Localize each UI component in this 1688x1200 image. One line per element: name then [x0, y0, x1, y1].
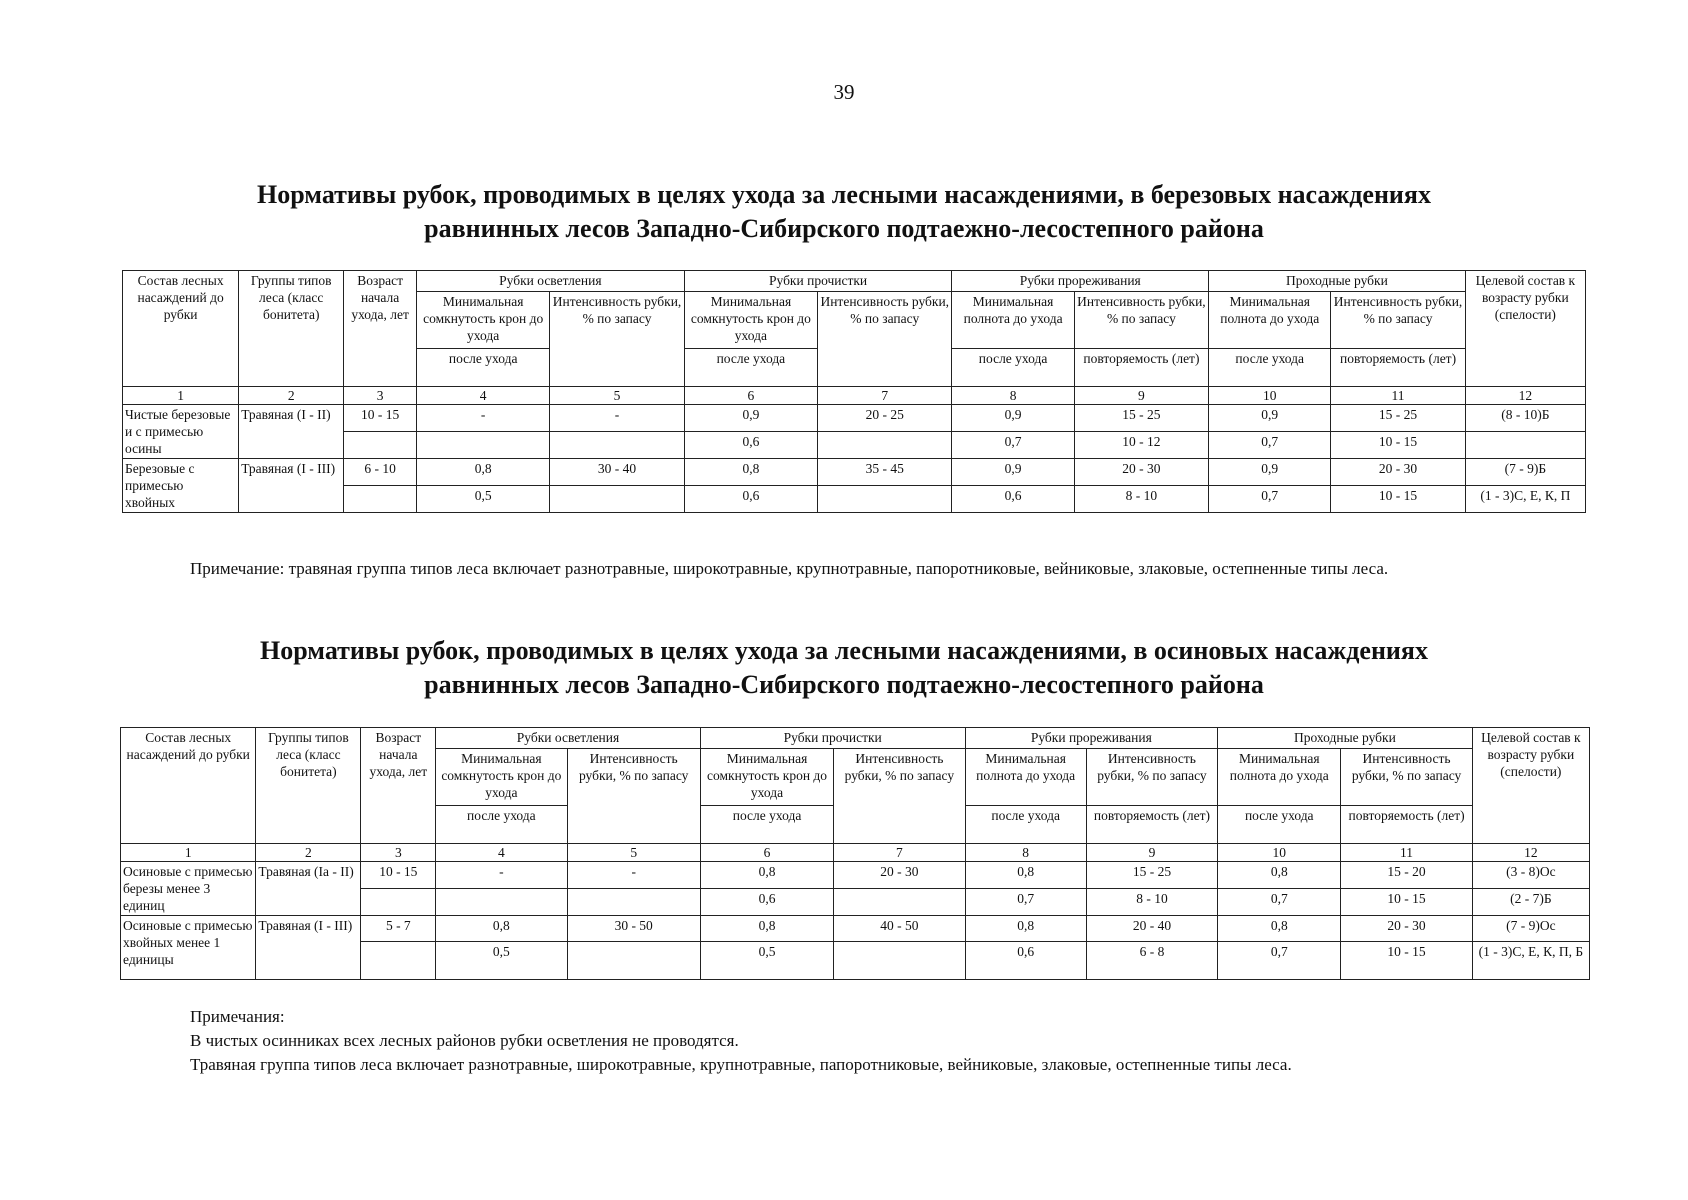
header-repeat: повторяемость (лет)	[1341, 806, 1472, 844]
cell-clearing-crown: -	[436, 862, 567, 889]
header-after: после ухода	[1218, 806, 1341, 844]
cell-target: (7 - 9)Б	[1465, 459, 1585, 486]
header-cleaning: Рубки прочистки	[684, 271, 952, 292]
cell-cleaning-crown: 0,8	[684, 459, 817, 486]
birch-norms-table	[122, 270, 1586, 513]
cell-clearing-intensity: 30 - 50	[567, 916, 700, 942]
row-forest-group: Травяная (Iа - II)	[256, 862, 361, 916]
cell-clearing-intensity: -	[567, 862, 700, 889]
header-intensity: Интенсивность рубки, % по запасу	[818, 292, 952, 387]
header-forest-group: Группы типов леса (класс бонитета)	[239, 271, 344, 387]
cell-thinning-intensity: 8 - 10	[1074, 486, 1208, 513]
row-composition: Березовые с примесью хвойных	[123, 459, 239, 513]
cell-clearing-intensity: 30 - 40	[550, 459, 684, 486]
header-target: Целевой состав к возрасту рубки (спелости)	[1465, 271, 1585, 387]
col-number: 1	[123, 387, 239, 405]
cell-passage-intensity: 10 - 15	[1341, 889, 1472, 916]
cell-start-age: 6 - 10	[344, 459, 417, 486]
title-line: Нормативы рубок, проводимых в целях ухода за лесными насаждениями, в осиновых насаждениях	[260, 636, 1428, 665]
cell-clearing-intensity	[550, 486, 684, 513]
cell-thinning-intensity: 20 - 30	[1074, 459, 1208, 486]
notes-aspen	[190, 1005, 1590, 1077]
section-title-birch	[0, 178, 1688, 246]
col-number: 4	[436, 844, 567, 862]
col-number: 2	[256, 844, 361, 862]
cell-clearing-crown: 0,8	[416, 459, 549, 486]
header-intensity: Интенсивность рубки, % по запасу	[1331, 292, 1465, 349]
cell-passage-intensity: 10 - 15	[1331, 486, 1465, 513]
cell-clearing-crown: 0,5	[416, 486, 549, 513]
cell-thinning-intensity: 8 - 10	[1086, 889, 1217, 916]
header-clearing: Рубки осветления	[436, 728, 701, 749]
title-line: равнинных лесов Западно-Сибирского подтаежно-лесостепного района	[424, 670, 1264, 699]
cell-thinning-density: 0,6	[952, 486, 1074, 513]
cell-cleaning-crown: 0,5	[700, 942, 833, 980]
col-number: 11	[1331, 387, 1465, 405]
col-number: 8	[965, 844, 1086, 862]
header-intensity: Интенсивность рубки, % по запасу	[834, 749, 965, 844]
col-number: 3	[344, 387, 417, 405]
cell-thinning-intensity: 6 - 8	[1086, 942, 1217, 980]
cell-clearing-crown: 0,8	[436, 916, 567, 942]
cell-thinning-density: 0,7	[965, 889, 1086, 916]
col-number: 5	[567, 844, 700, 862]
header-min-density: Минимальная полнота до ухода	[965, 749, 1086, 806]
cell-start-age: 10 - 15	[361, 862, 436, 889]
cell-clearing-intensity: -	[550, 405, 684, 432]
cell-cleaning-crown: 0,9	[684, 405, 817, 432]
cell-cleaning-intensity	[818, 486, 952, 513]
header-min-crown: Минимальная сомкнутость крон до ухода	[700, 749, 833, 806]
cell-clearing-crown	[436, 889, 567, 916]
header-target: Целевой состав к возрасту рубки (спелости)	[1472, 728, 1589, 844]
cell-start-age: 5 - 7	[361, 916, 436, 942]
cell-start-age	[361, 942, 436, 980]
note-birch: Примечание: травяная группа типов леса включает разнотравные, широкотравные, крупнотравные, папоротниковые, вейниковые, злаковые, остепненные типы леса.	[190, 559, 1389, 578]
header-after: после ухода	[684, 349, 817, 387]
cell-start-age	[344, 432, 417, 459]
section-title-aspen	[0, 634, 1688, 702]
page-number: 39	[833, 80, 855, 104]
cell-clearing-crown: 0,5	[436, 942, 567, 980]
cell-passage-intensity: 15 - 25	[1331, 405, 1465, 432]
row-forest-group: Травяная (I - II)	[239, 405, 344, 459]
header-after: после ухода	[436, 806, 567, 844]
cell-thinning-intensity: 15 - 25	[1074, 405, 1208, 432]
col-number: 9	[1086, 844, 1217, 862]
header-intensity: Интенсивность рубки, % по запасу	[1341, 749, 1472, 806]
cell-target	[1465, 432, 1585, 459]
cell-cleaning-intensity	[834, 942, 965, 980]
cell-thinning-intensity: 15 - 25	[1086, 862, 1217, 889]
header-min-crown: Минимальная сомкнутость крон до ухода	[436, 749, 567, 806]
col-number: 10	[1209, 387, 1331, 405]
row-forest-group: Травяная (I - III)	[256, 916, 361, 980]
header-min-crown: Минимальная сомкнутость крон до ухода	[684, 292, 817, 349]
header-min-density: Минимальная полнота до ухода	[952, 292, 1074, 349]
col-number: 6	[684, 387, 817, 405]
cell-start-age: 10 - 15	[344, 405, 417, 432]
cell-clearing-intensity	[567, 942, 700, 980]
col-number: 4	[416, 387, 549, 405]
cell-thinning-density: 0,6	[965, 942, 1086, 980]
cell-clearing-crown: -	[416, 405, 549, 432]
header-thinning: Рубки прореживания	[952, 271, 1209, 292]
header-repeat: повторяемость (лет)	[1086, 806, 1217, 844]
header-clearing: Рубки осветления	[416, 271, 684, 292]
note-line: В чистых осинниках всех лесных районов рубки осветления не проводятся.	[190, 1031, 739, 1050]
cell-start-age	[361, 889, 436, 916]
cell-passage-intensity: 10 - 15	[1331, 432, 1465, 459]
cell-target: (7 - 9)Ос	[1472, 916, 1589, 942]
cell-passage-density: 0,7	[1209, 486, 1331, 513]
col-number: 11	[1341, 844, 1472, 862]
cell-thinning-density: 0,8	[965, 862, 1086, 889]
row-forest-group: Травяная (I - III)	[239, 459, 344, 513]
cell-passage-density: 0,9	[1209, 459, 1331, 486]
cell-passage-density: 0,8	[1218, 916, 1341, 942]
col-number: 2	[239, 387, 344, 405]
cell-cleaning-crown: 0,8	[700, 862, 833, 889]
cell-cleaning-intensity	[818, 432, 952, 459]
cell-start-age	[344, 486, 417, 513]
col-number: 6	[700, 844, 833, 862]
cell-clearing-intensity	[550, 432, 684, 459]
row-composition: Осиновые с примесью хвойных менее 1 единицы	[121, 916, 256, 980]
header-after: после ухода	[416, 349, 549, 387]
cell-cleaning-intensity: 35 - 45	[818, 459, 952, 486]
header-intensity: Интенсивность рубки, % по запасу	[567, 749, 700, 844]
header-min-crown: Минимальная сомкнутость крон до ухода	[416, 292, 549, 349]
header-min-density: Минимальная полнота до ухода	[1218, 749, 1341, 806]
cell-passage-intensity: 20 - 30	[1341, 916, 1472, 942]
cell-thinning-density: 0,9	[952, 405, 1074, 432]
cell-cleaning-crown: 0,6	[700, 889, 833, 916]
cell-passage-density: 0,7	[1209, 432, 1331, 459]
header-after: после ухода	[965, 806, 1086, 844]
header-passage: Проходные рубки	[1209, 271, 1466, 292]
col-number: 3	[361, 844, 436, 862]
header-after: после ухода	[1209, 349, 1331, 387]
cell-clearing-intensity	[567, 889, 700, 916]
cell-passage-intensity: 15 - 20	[1341, 862, 1472, 889]
cell-cleaning-intensity: 20 - 30	[834, 862, 965, 889]
cell-passage-intensity: 20 - 30	[1331, 459, 1465, 486]
cell-passage-density: 0,8	[1218, 862, 1341, 889]
notes-heading: Примечания:	[190, 1007, 285, 1026]
header-min-density: Минимальная полнота до ухода	[1209, 292, 1331, 349]
header-intensity: Интенсивность рубки, % по запасу	[550, 292, 684, 387]
row-composition: Осиновые с примесью березы менее 3 единиц	[121, 862, 256, 916]
cell-cleaning-intensity: 20 - 25	[818, 405, 952, 432]
cell-thinning-density: 0,8	[965, 916, 1086, 942]
cell-target: (1 - 3)С, Е, К, П	[1465, 486, 1585, 513]
cell-target: (3 - 8)Ос	[1472, 862, 1589, 889]
cell-thinning-intensity: 20 - 40	[1086, 916, 1217, 942]
col-number: 7	[818, 387, 952, 405]
cell-passage-intensity: 10 - 15	[1341, 942, 1472, 980]
cell-cleaning-crown: 0,6	[684, 486, 817, 513]
cell-clearing-crown	[416, 432, 549, 459]
col-number: 5	[550, 387, 684, 405]
header-start-age: Возраст начала ухода, лет	[361, 728, 436, 844]
header-repeat: повторяемость (лет)	[1074, 349, 1208, 387]
col-number: 1	[121, 844, 256, 862]
header-intensity: Интенсивность рубки, % по запасу	[1074, 292, 1208, 349]
cell-thinning-density: 0,9	[952, 459, 1074, 486]
header-composition: Состав лесных насаждений до рубки	[123, 271, 239, 387]
col-number: 12	[1472, 844, 1589, 862]
cell-target: (2 - 7)Б	[1472, 889, 1589, 916]
cell-cleaning-intensity	[834, 889, 965, 916]
col-number: 12	[1465, 387, 1585, 405]
cell-passage-density: 0,7	[1218, 889, 1341, 916]
cell-thinning-density: 0,7	[952, 432, 1074, 459]
cell-target: (8 - 10)Б	[1465, 405, 1585, 432]
cell-passage-density: 0,9	[1209, 405, 1331, 432]
title-line: Нормативы рубок, проводимых в целях ухода за лесными насаждениями, в березовых насаждениях	[257, 180, 1431, 209]
title-line: равнинных лесов Западно-Сибирского подтаежно-лесостепного района	[424, 214, 1264, 243]
header-repeat: повторяемость (лет)	[1331, 349, 1465, 387]
col-number: 10	[1218, 844, 1341, 862]
cell-passage-density: 0,7	[1218, 942, 1341, 980]
aspen-norms-table	[120, 727, 1590, 980]
header-intensity: Интенсивность рубки, % по запасу	[1086, 749, 1217, 806]
cell-cleaning-crown: 0,6	[684, 432, 817, 459]
header-thinning: Рубки прореживания	[965, 728, 1218, 749]
row-composition: Чистые березовые и с примесью осины	[123, 405, 239, 459]
col-number: 7	[834, 844, 965, 862]
col-number: 9	[1074, 387, 1208, 405]
header-after: после ухода	[952, 349, 1074, 387]
cell-target: (1 - 3)С, Е, К, П, Б	[1472, 942, 1589, 980]
cell-cleaning-intensity: 40 - 50	[834, 916, 965, 942]
cell-cleaning-crown: 0,8	[700, 916, 833, 942]
cell-thinning-intensity: 10 - 12	[1074, 432, 1208, 459]
header-forest-group: Группы типов леса (класс бонитета)	[256, 728, 361, 844]
col-number: 8	[952, 387, 1074, 405]
header-start-age: Возраст начала ухода, лет	[344, 271, 417, 387]
header-composition: Состав лесных насаждений до рубки	[121, 728, 256, 844]
note-line: Травяная группа типов леса включает разнотравные, широкотравные, крупнотравные, папоротниковые, вейниковые, злаковые, остепненные типы леса.	[190, 1055, 1292, 1074]
header-cleaning: Рубки прочистки	[700, 728, 965, 749]
header-after: после ухода	[700, 806, 833, 844]
header-passage: Проходные рубки	[1218, 728, 1473, 749]
